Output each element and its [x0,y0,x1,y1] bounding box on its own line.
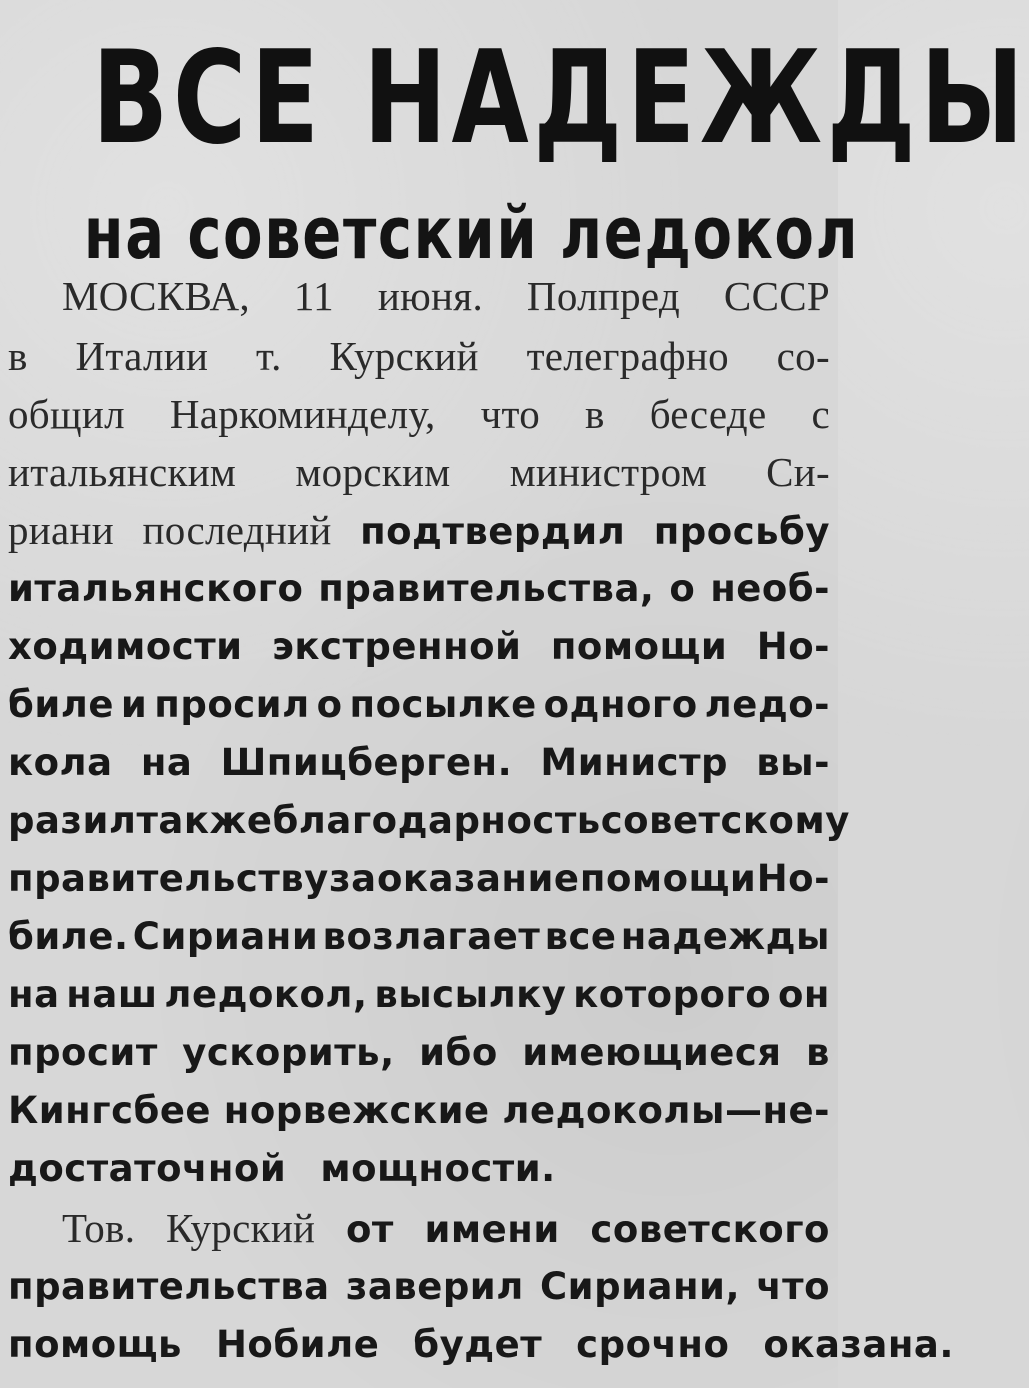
article-word: Италии [75,333,209,379]
article-word: от [345,1208,394,1251]
article-line [8,328,830,385]
article-word: которого [573,973,772,1016]
article-word: Кингсбее [8,1089,212,1132]
article-word: риани [8,507,115,553]
article-word: достаточной [8,1147,287,1190]
article-word: в [585,391,605,437]
article-word: благодарность [272,799,601,842]
article-word: правительства [8,1265,330,1308]
article-line [8,908,830,965]
article-word: советскому [600,799,850,842]
article-word: ходимости [8,625,243,668]
article-word: МОСКВА, [62,273,250,319]
article-word: Наркоминделу, [169,391,436,437]
article-word: что [756,1265,830,1308]
article-word: последний [142,507,332,553]
article-word: итальянским [8,449,237,495]
article-word: что [480,391,541,437]
article-word: мощности. [320,1147,556,1190]
article-line [8,966,830,1023]
article-word: и [120,683,148,726]
article-word: наш [66,973,158,1016]
article-word: оказание [376,857,580,900]
article-word: заверил [345,1265,524,1308]
article-word: ледоколы—не- [502,1089,830,1132]
article-line [8,850,830,907]
article-word: кола [8,741,113,784]
article-line [8,676,830,733]
article-word: с [811,391,830,437]
article-word: Курский [165,1205,316,1251]
article-word: необ- [710,567,830,610]
article-line [8,734,830,791]
article-line [8,1024,830,1081]
article-word: подтвердил [360,510,626,553]
article-word: посылке [349,683,537,726]
article-word: имеющиеся [522,1031,782,1074]
article-word: общил [8,391,125,437]
article-word: надежды [620,915,830,958]
article-line [8,792,850,849]
article-word: Си- [766,449,830,495]
article-word: имени [424,1208,560,1251]
article-word: просит [8,1031,158,1074]
article-word: ибо [419,1031,498,1074]
article-word: Но- [756,857,830,900]
article-word: срочно [576,1323,730,1366]
article-word: Тов. [62,1205,136,1251]
article-word: Сириани [132,915,319,958]
article-word: разил [8,799,137,842]
article-word: возлагает [322,915,541,958]
article-word: т. [255,333,282,379]
article-word: в [8,333,28,379]
article-word: Нобиле [215,1323,380,1366]
article-word: помощи [550,625,728,668]
article-word: СССР [723,273,830,319]
article-word: помощи [579,857,757,900]
article-word: все [544,915,617,958]
article-word: беседе [649,391,767,437]
article-word: ледокол, [164,973,368,1016]
article-word: просил [154,683,310,726]
article-word: Полпред [526,273,681,319]
article-line [8,1082,830,1139]
article-word: он [777,973,830,1016]
article-word: ледо- [704,683,830,726]
article-word: ускорить, [182,1031,395,1074]
article-word: министром [509,449,707,495]
article-line [8,444,830,501]
article-word: высылку [374,973,567,1016]
article-word: правительства, [318,567,655,610]
article-word: на [8,973,60,1016]
article-word: о [669,567,696,610]
article-word: о [316,683,343,726]
article-word: будет [413,1323,543,1366]
article-word: Сириани, [540,1265,741,1308]
article-word: помощь [8,1323,182,1366]
subheadline: на советский ледокол [83,191,860,275]
article-word: правительству [8,857,329,900]
article-word: экстренной [271,625,522,668]
article-word: в [806,1031,830,1074]
article-word: морским [295,449,451,495]
article-word: вы- [756,741,830,784]
article-word: одного [543,683,698,726]
article-word: итальянского [8,567,304,610]
article-line [8,386,830,443]
article-word: просьбу [653,510,830,553]
article-word: также [136,799,273,842]
article-word: Шпицберген. [220,741,513,784]
article-word: 11 [293,273,334,319]
article-line [8,502,830,559]
article-line [8,1140,830,1197]
article-word: норвежские [223,1089,490,1132]
article-line [8,618,830,675]
article-word: биле [8,683,114,726]
headline: ВСЕ НАДЕЖДЫ [92,24,1029,173]
article-word: Курский [329,333,479,379]
article-line [62,268,830,325]
article-word: на [140,741,193,784]
article-word: Министр [540,741,729,784]
article-word: за [329,857,377,900]
article-word: со- [776,333,830,379]
article-line [8,1258,830,1315]
article-line [8,560,830,617]
article-word: советского [590,1208,830,1251]
article-word: телеграфно [526,333,729,379]
article-line [8,1316,954,1373]
article-word: Но- [756,625,830,668]
article-line [62,1200,830,1257]
article-word: июня. [377,273,484,319]
article-word: биле. [8,915,129,958]
article-word: оказана. [763,1323,954,1366]
